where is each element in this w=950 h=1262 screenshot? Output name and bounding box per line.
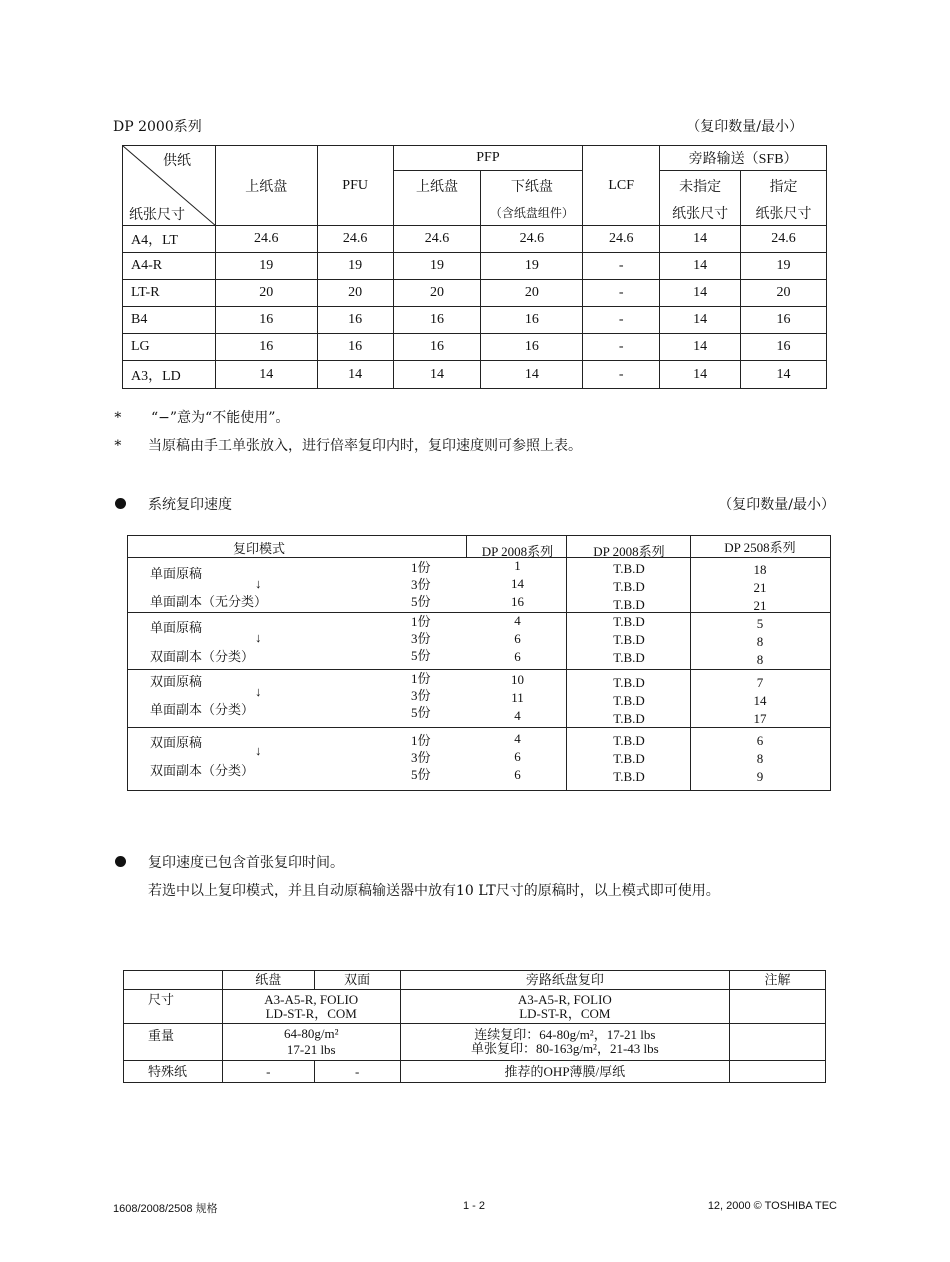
cell: 20 — [317, 280, 393, 307]
col-upper-tray: 上纸盘 — [215, 146, 317, 226]
col-pfp: PFP — [393, 146, 583, 171]
col-c-values — [690, 674, 830, 728]
cell: 14 — [660, 334, 741, 361]
table-row — [124, 1061, 826, 1083]
table-row — [123, 307, 827, 334]
col-pfp-lower-note: （含纸盘组件） — [481, 201, 583, 226]
cell: 16 — [741, 334, 827, 361]
divider — [566, 536, 567, 790]
footer-copyright: 12, 2000 © TOSHIBA TEC — [707, 1200, 837, 1212]
empty-cell — [124, 971, 223, 990]
value: 9 — [756, 769, 764, 784]
table-row — [123, 334, 827, 361]
note-1-text: “−”意为“不能使用”。 — [151, 410, 290, 426]
value: 1 — [514, 558, 521, 573]
cell: 14 — [660, 361, 741, 389]
note-2-text: 当原稿由手工单张放入，进行倍率复印内时，复印速度则可参照上表。 — [148, 438, 582, 454]
cell: 16 — [317, 307, 393, 334]
empty-cell — [730, 1024, 826, 1061]
col-sfb-spec-2: 纸张尺寸 — [741, 201, 827, 226]
row-label: 重量 — [124, 1024, 223, 1061]
mode-line2: 单面副本（无分类） — [150, 594, 268, 609]
cell-line: 单张复印：80-163g/m²，21-43 lbs — [471, 1041, 659, 1056]
corner-top-label: 供纸 — [163, 154, 191, 169]
cell — [400, 1024, 730, 1061]
row-size: A4-R — [123, 253, 216, 280]
copies: 3份 — [411, 750, 431, 765]
group-divider — [128, 669, 830, 670]
cell-line: 连续复印：64-80g/m²，17-21 lbs — [474, 1027, 656, 1042]
arrow-down-icon: ↓ — [255, 630, 262, 645]
cell: 16 — [481, 307, 583, 334]
col-b-values — [570, 560, 688, 614]
footer-left: 1608/2008/2508 规格 — [113, 1203, 218, 1215]
cell: - — [314, 1061, 400, 1083]
value: T.B.D — [613, 614, 645, 629]
value: 11 — [511, 690, 524, 705]
value: T.B.D — [613, 650, 645, 665]
paper-spec-table — [123, 970, 826, 1083]
cell: 24.6 — [741, 226, 827, 253]
copies: 3份 — [411, 688, 431, 703]
cell: 14 — [660, 226, 741, 253]
copies: 5份 — [411, 648, 431, 663]
col-pfp-upper: 上纸盘 — [393, 171, 481, 226]
row-size: A3，LD — [123, 361, 216, 389]
section3-line2: 若选中以上复印模式，并且自动原稿输送器中放有10 LT尺寸的原稿时，以上模式即可使用。 — [148, 883, 720, 899]
table1-unit: （复印数量/最小） — [686, 119, 803, 135]
cell: 14 — [741, 361, 827, 389]
value: T.B.D — [613, 733, 645, 748]
row-size: LG — [123, 334, 216, 361]
value: 18 — [753, 562, 767, 577]
mode-line2: 单面副本（分类） — [150, 702, 255, 717]
bullet-icon — [115, 498, 126, 509]
paper-feed-speed-table — [122, 145, 827, 389]
row-size: A4，LT — [123, 226, 216, 253]
table1-title: DP 2000系列 — [113, 119, 202, 135]
col-duplex: 双面 — [314, 971, 400, 990]
cell: 16 — [741, 307, 827, 334]
value: 16 — [511, 594, 524, 609]
col-a-header: DP 2008系列 — [481, 544, 554, 559]
table-row — [123, 226, 827, 253]
cell: 14 — [393, 361, 481, 389]
copies: 5份 — [411, 594, 431, 609]
col-c-values — [690, 561, 830, 615]
value: 8 — [756, 634, 764, 649]
table-row — [124, 971, 826, 990]
cell: 14 — [660, 280, 741, 307]
value: T.B.D — [613, 675, 645, 690]
value: T.B.D — [613, 579, 645, 594]
col-sfb-spec-1: 指定 — [741, 171, 827, 201]
cell: 20 — [741, 280, 827, 307]
cell-line: A3-A5-R, FOLIO — [517, 991, 612, 1007]
footer-page-number: 1 - 2 — [463, 1200, 486, 1212]
cell: - — [222, 1061, 314, 1083]
value: 6 — [514, 631, 521, 646]
copies: 1份 — [411, 733, 431, 748]
cell-line: A3-A5-R, FOLIO — [264, 991, 359, 1007]
value: T.B.D — [613, 751, 645, 766]
cell: 19 — [317, 253, 393, 280]
cell: 16 — [215, 334, 317, 361]
value: 7 — [756, 675, 764, 690]
col-bypass: 旁路纸盘复印 — [400, 971, 730, 990]
cell: 16 — [215, 307, 317, 334]
col-a-values — [470, 557, 565, 611]
corner-cell — [123, 146, 216, 226]
cell: 16 — [317, 334, 393, 361]
cell: - — [583, 280, 660, 307]
cell: - — [583, 253, 660, 280]
cell: 16 — [481, 334, 583, 361]
col-c-header: DP 2508系列 — [724, 540, 796, 555]
section3 — [115, 852, 835, 900]
col-sfb: 旁路输送（SFB） — [660, 146, 827, 171]
copies: 5份 — [411, 705, 431, 720]
copies: 3份 — [411, 631, 431, 646]
value: 17 — [753, 711, 767, 726]
cell: 16 — [393, 307, 481, 334]
cell: - — [583, 361, 660, 389]
cell: 19 — [741, 253, 827, 280]
col-a-values — [470, 612, 565, 666]
mode-line1: 双面原稿 — [150, 674, 203, 689]
col-b-values — [570, 613, 688, 667]
arrow-down-icon: ↓ — [255, 576, 262, 591]
value: 14 — [753, 693, 767, 708]
mode-line1: 单面原稿 — [150, 620, 203, 635]
row-label: 尺寸 — [124, 990, 223, 1024]
copies-list — [411, 559, 431, 610]
empty-cell — [730, 1061, 826, 1083]
section3-line1: 复印速度已包含首张复印时间。 — [148, 855, 344, 871]
value: 6 — [756, 733, 764, 748]
copies: 1份 — [411, 560, 431, 575]
value: T.B.D — [613, 597, 645, 612]
table-row — [123, 361, 827, 389]
value: 8 — [756, 652, 764, 667]
copies-list — [411, 613, 431, 664]
value: 10 — [511, 672, 524, 687]
value: 4 — [514, 708, 521, 723]
corner-bottom-label: 纸张尺寸 — [129, 208, 185, 223]
row-label: 特殊纸 — [124, 1061, 223, 1083]
col-c-values — [690, 732, 830, 786]
col-a-values — [470, 671, 565, 725]
copies: 1份 — [411, 671, 431, 686]
cell — [222, 1024, 400, 1061]
cell: 24.6 — [481, 226, 583, 253]
cell: 20 — [481, 280, 583, 307]
section2-header — [115, 494, 835, 514]
row-size: LT-R — [123, 280, 216, 307]
cell-line: 17-21 lbs — [286, 1042, 336, 1057]
mode-line2: 双面副本（分类） — [150, 763, 255, 778]
table-row — [123, 280, 827, 307]
value: T.B.D — [613, 693, 645, 708]
value: 14 — [511, 576, 524, 591]
mode-line1: 双面原稿 — [150, 735, 203, 750]
value: 8 — [756, 751, 764, 766]
mode-line2: 双面副本（分类） — [150, 649, 255, 664]
asterisk-icon: ∗ — [113, 407, 123, 423]
cell-line: 64-80g/m² — [284, 1026, 339, 1041]
cell — [222, 990, 400, 1024]
cell: 20 — [393, 280, 481, 307]
section2-unit: （复印数量/最小） — [718, 497, 835, 513]
cell: 19 — [215, 253, 317, 280]
value: T.B.D — [613, 561, 645, 576]
copies: 3份 — [411, 577, 431, 592]
value: T.B.D — [613, 711, 645, 726]
note-2 — [113, 435, 813, 455]
cell: 20 — [215, 280, 317, 307]
col-a-values — [470, 730, 565, 784]
copies: 5份 — [411, 767, 431, 782]
table1-header — [113, 116, 803, 136]
col-mode-header: 复印模式 — [233, 541, 286, 556]
value: 6 — [514, 749, 521, 764]
cell: 推荐的OHP薄膜/厚纸 — [400, 1061, 730, 1083]
cell-line: LD-ST-R，COM — [265, 1005, 357, 1021]
row-size: B4 — [123, 307, 216, 334]
cell: 14 — [660, 307, 741, 334]
value: 21 — [753, 598, 767, 613]
cell: 14 — [317, 361, 393, 389]
copies-list — [411, 670, 431, 721]
col-tray: 纸盘 — [222, 971, 314, 990]
note-1 — [113, 407, 813, 427]
value: 6 — [514, 649, 521, 664]
value: 6 — [514, 767, 521, 782]
cell: 14 — [481, 361, 583, 389]
col-c-values — [690, 615, 830, 669]
value: 21 — [753, 580, 767, 595]
col-sfb-unspec-1: 未指定 — [660, 171, 741, 201]
asterisk-icon: ∗ — [113, 435, 123, 451]
col-b-header: DP 2008系列 — [593, 544, 665, 559]
cell: 19 — [393, 253, 481, 280]
empty-cell — [730, 990, 826, 1024]
copy-speed-table — [127, 535, 831, 791]
cell: 24.6 — [215, 226, 317, 253]
mode-line1: 单面原稿 — [150, 566, 203, 581]
arrow-down-icon: ↓ — [255, 684, 262, 699]
col-pfu: PFU — [317, 146, 393, 226]
col-pfp-lower: 下纸盘 — [481, 171, 583, 201]
col-sfb-unspec-2: 纸张尺寸 — [660, 201, 741, 226]
copies-list — [411, 732, 431, 783]
value: T.B.D — [613, 769, 645, 784]
cell: 24.6 — [317, 226, 393, 253]
arrow-down-icon: ↓ — [255, 743, 262, 758]
cell: - — [583, 307, 660, 334]
cell: 24.6 — [393, 226, 481, 253]
section2-title: 系统复印速度 — [148, 497, 232, 513]
cell: 24.6 — [583, 226, 660, 253]
divider — [466, 536, 467, 557]
table-row — [123, 253, 827, 280]
cell: 14 — [215, 361, 317, 389]
col-lcf: LCF — [583, 146, 660, 226]
cell — [400, 990, 730, 1024]
value: 4 — [514, 613, 521, 628]
cell: 16 — [393, 334, 481, 361]
cell-line: LD-ST-R，COM — [519, 1005, 611, 1021]
bullet-icon — [115, 856, 126, 867]
table-row — [124, 990, 826, 1024]
col-b-values — [570, 732, 688, 786]
table-row — [124, 1024, 826, 1061]
cell: 19 — [481, 253, 583, 280]
value: 4 — [514, 731, 521, 746]
cell: - — [583, 334, 660, 361]
value: 5 — [756, 616, 764, 631]
value: T.B.D — [613, 632, 645, 647]
col-b-values — [570, 674, 688, 728]
cell: 14 — [660, 253, 741, 280]
copies: 1份 — [411, 614, 431, 629]
col-notes: 注解 — [730, 971, 826, 990]
